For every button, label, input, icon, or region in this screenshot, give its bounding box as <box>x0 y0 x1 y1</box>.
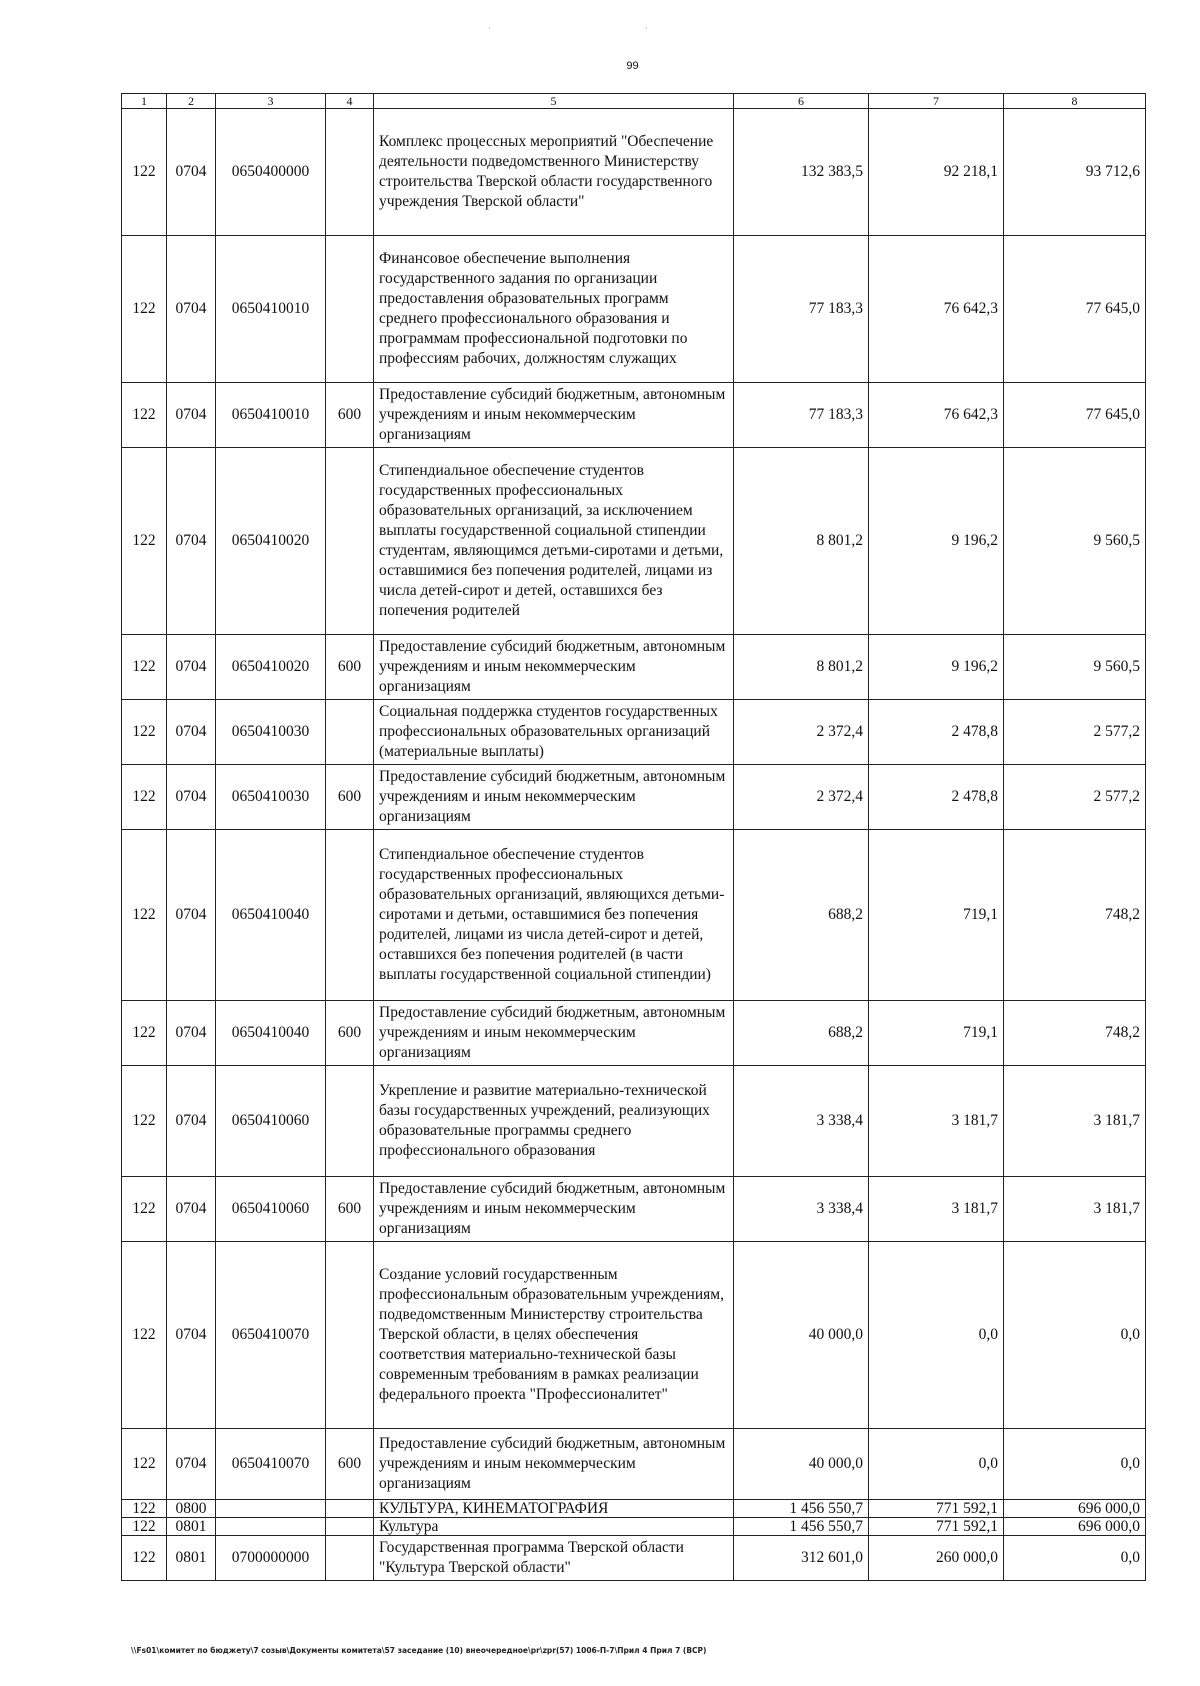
scan-speck: · <box>488 24 491 33</box>
description-cell: Укрепление и развитие материально-технической базы государственных учреждений, реализующих образовательные программы среднего профессионального образования <box>374 1066 734 1177</box>
admin-code-cell: 122 <box>122 1500 167 1518</box>
expense-type-cell: 600 <box>326 1429 374 1500</box>
table-row <box>122 383 1146 448</box>
target-code-cell: 0650410030 <box>216 765 326 830</box>
amount-col6-cell: 8 801,2 <box>734 448 869 635</box>
section-code-cell: 0704 <box>167 635 216 700</box>
section-code-cell: 0704 <box>167 109 216 236</box>
column-header: 6 <box>734 94 869 109</box>
amount-col6-cell: 2 372,4 <box>734 765 869 830</box>
target-code-cell: 0650410030 <box>216 700 326 765</box>
expense-type-cell <box>326 830 374 1001</box>
admin-code-cell: 122 <box>122 1518 167 1536</box>
section-code-cell: 0704 <box>167 830 216 1001</box>
admin-code-cell: 122 <box>122 1001 167 1066</box>
table-body <box>122 94 1146 1581</box>
amount-col6-cell: 3 338,4 <box>734 1066 869 1177</box>
amount-col7-cell: 2 478,8 <box>869 700 1004 765</box>
admin-code-cell: 122 <box>122 1066 167 1177</box>
expense-type-cell <box>326 1242 374 1429</box>
expense-type-cell: 600 <box>326 1177 374 1242</box>
table-row <box>122 635 1146 700</box>
admin-code-cell: 122 <box>122 700 167 765</box>
target-code-cell: 0650410060 <box>216 1177 326 1242</box>
expense-type-cell <box>326 1518 374 1536</box>
section-code-cell: 0704 <box>167 700 216 765</box>
amount-col6-cell: 8 801,2 <box>734 635 869 700</box>
amount-col8-cell: 93 712,6 <box>1004 109 1146 236</box>
page-number: 99 <box>626 60 639 72</box>
amount-col8-cell: 696 000,0 <box>1004 1518 1146 1536</box>
amount-col8-cell: 9 560,5 <box>1004 635 1146 700</box>
amount-col6-cell: 40 000,0 <box>734 1429 869 1500</box>
description-cell: Предоставление субсидий бюджетным, автономным учреждениям и иным некоммерческим организациям <box>374 383 734 448</box>
amount-col6-cell: 40 000,0 <box>734 1242 869 1429</box>
description-cell: Стипендиальное обеспечение студентов государственных профессиональных образовательных организаций, являющихся детьми-сиротами и детьми, оставшимися без попечения родителей, лицами из числа детей-сирот и детей, оставшихся без попечения родителей (в части выплаты государственной социальной стипендии) <box>374 830 734 1001</box>
admin-code-cell: 122 <box>122 1536 167 1581</box>
amount-col7-cell: 92 218,1 <box>869 109 1004 236</box>
admin-code-cell: 122 <box>122 1177 167 1242</box>
target-code-cell: 0650410070 <box>216 1242 326 1429</box>
description-cell: КУЛЬТУРА, КИНЕМАТОГРАФИЯ <box>374 1500 734 1518</box>
description-cell: Комплекс процессных мероприятий "Обеспечение деятельности подведомственного Министерству строительства Тверской области государственного учреждения Тверской области" <box>374 109 734 236</box>
section-code-cell: 0704 <box>167 1001 216 1066</box>
expense-type-cell <box>326 700 374 765</box>
amount-col6-cell: 1 456 550,7 <box>734 1518 869 1536</box>
amount-col8-cell: 3 181,7 <box>1004 1066 1146 1177</box>
budget-table <box>121 93 1146 1581</box>
admin-code-cell: 122 <box>122 635 167 700</box>
description-cell: Создание условий государственным профессиональным образовательным учреждениям, подведомственным Министерству строительства Тверской области, в целях обеспечения соответствия материально-технической базы современным требованиям в рамках реализации федерального проекта "Профессионалитет" <box>374 1242 734 1429</box>
amount-col8-cell: 748,2 <box>1004 1001 1146 1066</box>
table-row <box>122 1001 1146 1066</box>
description-cell: Предоставление субсидий бюджетным, автономным учреждениям и иным некоммерческим организациям <box>374 1001 734 1066</box>
amount-col8-cell: 0,0 <box>1004 1536 1146 1581</box>
target-code-cell: 0650410070 <box>216 1429 326 1500</box>
target-code-cell: 0650410060 <box>216 1066 326 1177</box>
table-row <box>122 236 1146 383</box>
column-header: 4 <box>326 94 374 109</box>
amount-col7-cell: 2 478,8 <box>869 765 1004 830</box>
amount-col7-cell: 771 592,1 <box>869 1518 1004 1536</box>
section-code-cell: 0704 <box>167 1177 216 1242</box>
amount-col7-cell: 719,1 <box>869 1001 1004 1066</box>
amount-col6-cell: 77 183,3 <box>734 383 869 448</box>
table-row <box>122 448 1146 635</box>
expense-type-cell: 600 <box>326 1001 374 1066</box>
expense-type-cell <box>326 109 374 236</box>
amount-col7-cell: 76 642,3 <box>869 236 1004 383</box>
section-code-cell: 0801 <box>167 1518 216 1536</box>
column-header: 1 <box>122 94 167 109</box>
description-cell: Государственная программа Тверской области "Культура Тверской области" <box>374 1536 734 1581</box>
amount-col8-cell: 0,0 <box>1004 1242 1146 1429</box>
section-code-cell: 0704 <box>167 765 216 830</box>
expense-type-cell <box>326 236 374 383</box>
amount-col8-cell: 77 645,0 <box>1004 236 1146 383</box>
expense-type-cell: 600 <box>326 383 374 448</box>
expense-type-cell <box>326 1066 374 1177</box>
description-cell: Предоставление субсидий бюджетным, автономным учреждениям и иным некоммерческим организациям <box>374 1429 734 1500</box>
description-cell: Предоставление субсидий бюджетным, автономным учреждениям и иным некоммерческим организациям <box>374 765 734 830</box>
amount-col7-cell: 3 181,7 <box>869 1177 1004 1242</box>
section-code-cell: 0704 <box>167 1429 216 1500</box>
section-code-cell: 0800 <box>167 1500 216 1518</box>
description-cell: Социальная поддержка студентов государственных профессиональных образовательных организаций (материальные выплаты) <box>374 700 734 765</box>
amount-col7-cell: 719,1 <box>869 830 1004 1001</box>
amount-col8-cell: 9 560,5 <box>1004 448 1146 635</box>
amount-col8-cell: 748,2 <box>1004 830 1146 1001</box>
target-code-cell: 0650410010 <box>216 383 326 448</box>
description-cell: Предоставление субсидий бюджетным, автономным учреждениям и иным некоммерческим организациям <box>374 1177 734 1242</box>
table-row <box>122 1177 1146 1242</box>
table-row <box>122 700 1146 765</box>
scan-speck: · <box>645 24 648 33</box>
table-row <box>122 1536 1146 1581</box>
amount-col8-cell: 3 181,7 <box>1004 1177 1146 1242</box>
admin-code-cell: 122 <box>122 448 167 635</box>
amount-col7-cell: 260 000,0 <box>869 1536 1004 1581</box>
table-row <box>122 1518 1146 1536</box>
expense-type-cell <box>326 448 374 635</box>
description-cell: Финансовое обеспечение выполнения государственного задания по организации предоставления образовательных программ среднего профессионального образования и программам профессиональной подготовки по профессиям рабочих, должностям служащих <box>374 236 734 383</box>
amount-col6-cell: 688,2 <box>734 1001 869 1066</box>
admin-code-cell: 122 <box>122 1429 167 1500</box>
column-header: 8 <box>1004 94 1146 109</box>
target-code-cell: 0650400000 <box>216 109 326 236</box>
table-row <box>122 1242 1146 1429</box>
admin-code-cell: 122 <box>122 830 167 1001</box>
table-row <box>122 1429 1146 1500</box>
table-row <box>122 1500 1146 1518</box>
amount-col7-cell: 771 592,1 <box>869 1500 1004 1518</box>
table-row <box>122 830 1146 1001</box>
amount-col7-cell: 9 196,2 <box>869 635 1004 700</box>
column-header: 3 <box>216 94 326 109</box>
expense-type-cell <box>326 1500 374 1518</box>
section-code-cell: 0801 <box>167 1536 216 1581</box>
target-code-cell <box>216 1518 326 1536</box>
section-code-cell: 0704 <box>167 383 216 448</box>
amount-col8-cell: 77 645,0 <box>1004 383 1146 448</box>
section-code-cell: 0704 <box>167 448 216 635</box>
header-row <box>122 94 1146 109</box>
admin-code-cell: 122 <box>122 383 167 448</box>
expense-type-cell: 600 <box>326 765 374 830</box>
description-cell: Предоставление субсидий бюджетным, автономным учреждениям и иным некоммерческим организациям <box>374 635 734 700</box>
target-code-cell: 0650410020 <box>216 448 326 635</box>
amount-col8-cell: 2 577,2 <box>1004 700 1146 765</box>
amount-col6-cell: 132 383,5 <box>734 109 869 236</box>
description-cell: Культура <box>374 1518 734 1536</box>
amount-col7-cell: 76 642,3 <box>869 383 1004 448</box>
amount-col7-cell: 9 196,2 <box>869 448 1004 635</box>
column-header: 2 <box>167 94 216 109</box>
target-code-cell <box>216 1500 326 1518</box>
section-code-cell: 0704 <box>167 236 216 383</box>
amount-col8-cell: 696 000,0 <box>1004 1500 1146 1518</box>
footer-file-path: \\Fs01\комитет по бюджету\7 созыв\Документы комитета\57 заседание (10) внеочередное\pr\zpr(57) 1006-П-7\Прил 4 Прил 7 (ВСР) <box>131 1646 707 1655</box>
amount-col6-cell: 1 456 550,7 <box>734 1500 869 1518</box>
description-cell: Стипендиальное обеспечение студентов государственных профессиональных образовательных организаций, за исключением выплаты государственной социальной стипендии студентам, являющимся детьми-сиротами и детьми, оставшимися без попечения родителей, лицами из числа детей-сирот и детей, оставшихся без попечения родителей <box>374 448 734 635</box>
amount-col6-cell: 688,2 <box>734 830 869 1001</box>
table-row <box>122 765 1146 830</box>
target-code-cell: 0700000000 <box>216 1536 326 1581</box>
target-code-cell: 0650410020 <box>216 635 326 700</box>
expense-type-cell <box>326 1536 374 1581</box>
target-code-cell: 0650410010 <box>216 236 326 383</box>
section-code-cell: 0704 <box>167 1242 216 1429</box>
amount-col6-cell: 2 372,4 <box>734 700 869 765</box>
amount-col7-cell: 0,0 <box>869 1429 1004 1500</box>
amount-col6-cell: 3 338,4 <box>734 1177 869 1242</box>
column-header: 5 <box>374 94 734 109</box>
amount-col7-cell: 0,0 <box>869 1242 1004 1429</box>
column-header: 7 <box>869 94 1004 109</box>
expense-type-cell: 600 <box>326 635 374 700</box>
target-code-cell: 0650410040 <box>216 830 326 1001</box>
target-code-cell: 0650410040 <box>216 1001 326 1066</box>
section-code-cell: 0704 <box>167 1066 216 1177</box>
table-row <box>122 109 1146 236</box>
table-row <box>122 1066 1146 1177</box>
amount-col6-cell: 77 183,3 <box>734 236 869 383</box>
admin-code-cell: 122 <box>122 765 167 830</box>
amount-col6-cell: 312 601,0 <box>734 1536 869 1581</box>
admin-code-cell: 122 <box>122 1242 167 1429</box>
amount-col8-cell: 2 577,2 <box>1004 765 1146 830</box>
admin-code-cell: 122 <box>122 236 167 383</box>
amount-col7-cell: 3 181,7 <box>869 1066 1004 1177</box>
admin-code-cell: 122 <box>122 109 167 236</box>
amount-col8-cell: 0,0 <box>1004 1429 1146 1500</box>
